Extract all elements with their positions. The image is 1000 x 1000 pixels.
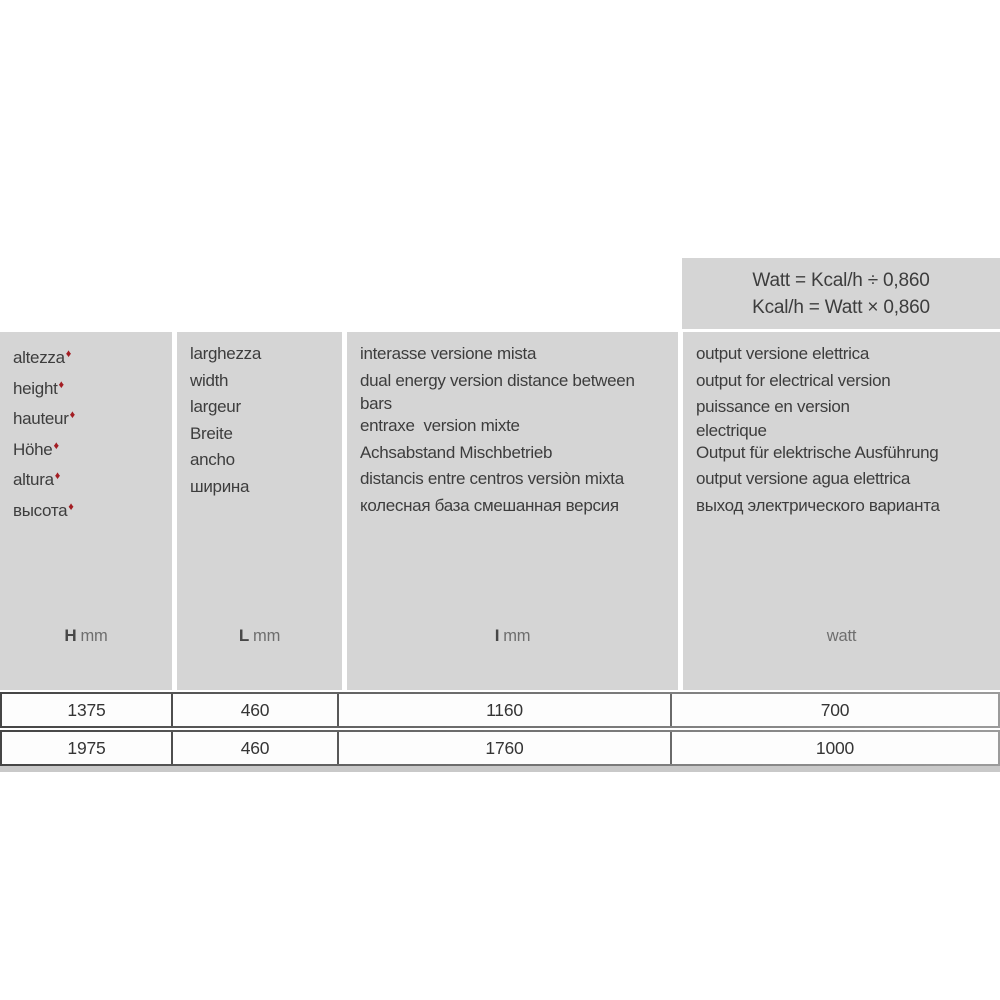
language-label: колесная база смешанная версия	[360, 495, 619, 515]
language-label: output versione elettrica	[696, 344, 869, 363]
table-row	[0, 692, 1000, 728]
language-label: Output für elektrische Ausführung	[696, 442, 939, 462]
cell-width-mm: 460	[173, 732, 339, 764]
table-row	[0, 730, 1000, 766]
language-label: altezza♦	[13, 348, 72, 367]
header-cell-bar-distance	[347, 332, 678, 690]
language-label: ширина	[190, 476, 250, 496]
formula-line-2: Kcal/h = Watt × 0,860	[752, 296, 930, 318]
language-label-wrap: electrique	[696, 420, 767, 440]
language-label: ancho	[190, 450, 235, 469]
language-label: output for electrical version	[696, 370, 891, 390]
cell-output-watt: 1000	[815, 737, 855, 758]
language-label: hauteur♦	[13, 409, 75, 428]
table-header	[0, 332, 1000, 690]
language-label: height♦	[13, 378, 64, 398]
language-label: entraxe version mixte	[360, 416, 520, 435]
footnote-diamond-icon: ♦	[65, 348, 72, 360]
language-label: distancis entre centros versiòn mixta	[360, 469, 624, 488]
language-label: Höhe♦	[13, 439, 59, 459]
unit-label-bar-distance: I mm	[494, 626, 531, 645]
language-label: width	[190, 370, 229, 390]
language-label: altura♦	[13, 470, 61, 489]
cell-height-mm: 1975	[2, 732, 173, 764]
cell-width-mm: 460	[173, 694, 339, 726]
language-label: output versione agua elettrica	[696, 469, 911, 488]
cell-output-watt: 700	[820, 699, 850, 720]
footnote-diamond-icon: ♦	[58, 378, 64, 391]
footnote-diamond-icon: ♦	[54, 470, 61, 482]
cell-bar-distance-mm: 1760	[339, 732, 672, 764]
language-label-wrap: bars	[360, 394, 392, 413]
footnote-diamond-icon: ♦	[53, 439, 59, 452]
language-label: puissance en version	[696, 397, 850, 416]
language-label: высота♦	[13, 500, 74, 520]
formula-line-1: Watt = Kcal/h ÷ 0,860	[752, 269, 930, 291]
unit-label-width: L mm	[238, 626, 281, 645]
unit-label-height: H mm	[64, 626, 108, 645]
conversion-formula-box	[682, 258, 1000, 329]
language-label: largeur	[190, 397, 241, 416]
language-label: larghezza	[190, 344, 262, 363]
header-cell-height	[0, 332, 172, 690]
language-label: dual energy version distance between	[360, 370, 635, 390]
table-bottom-shadow	[0, 766, 1000, 772]
language-label: Achsabstand Mischbetrieb	[360, 442, 553, 462]
footnote-diamond-icon: ♦	[69, 409, 75, 421]
language-label: interasse versione mista	[360, 344, 537, 363]
header-cell-electrical-output	[683, 332, 1000, 690]
header-cell-width	[177, 332, 342, 690]
table-body	[0, 692, 1000, 768]
language-label: выход электрического варианта	[696, 495, 940, 515]
language-label: Breite	[190, 423, 233, 443]
cell-bar-distance-mm: 1160	[339, 694, 672, 726]
footnote-diamond-icon: ♦	[68, 500, 74, 513]
unit-label-watt: watt	[826, 627, 857, 645]
cell-height-mm: 1375	[2, 694, 173, 726]
